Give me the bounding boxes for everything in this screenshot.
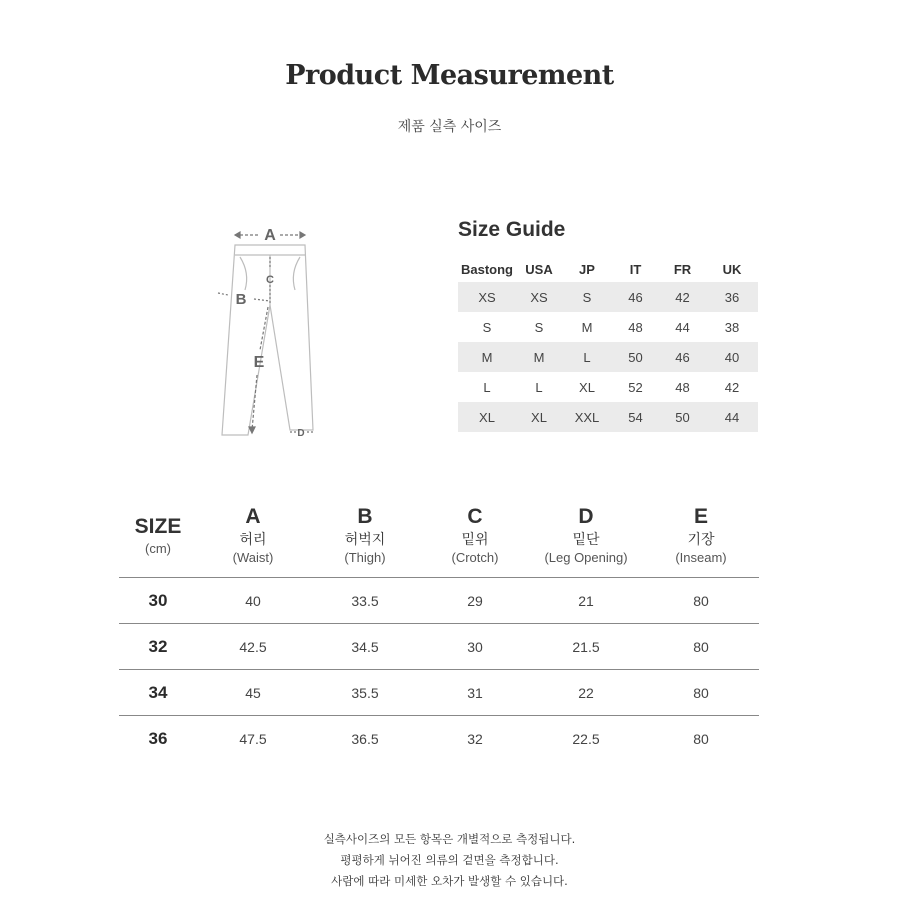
table-cell: 36 <box>706 282 758 312</box>
size-guide-header: FR <box>673 261 692 277</box>
size-guide-header: IT <box>629 261 642 277</box>
table-cell: 29 <box>421 578 529 624</box>
table-cell: L <box>562 342 612 372</box>
table-cell: 33.5 <box>309 578 421 624</box>
table-cell: L <box>483 379 491 395</box>
column-letter: C <box>467 504 483 528</box>
table-cell: 44 <box>706 402 758 432</box>
size-guide-title: Size Guide <box>458 218 566 241</box>
column-letter: E <box>693 504 708 528</box>
table-cell: S <box>534 319 544 335</box>
unit-label: (cm) <box>145 540 171 556</box>
table-row <box>119 624 759 670</box>
column-header <box>421 494 529 578</box>
measurement-header-row <box>119 494 759 578</box>
column-label-ko: 밑단 <box>572 530 600 547</box>
table-cell: 40 <box>197 578 309 624</box>
table-cell: 45 <box>197 670 309 716</box>
table-cell: 30 <box>421 624 529 670</box>
size-cell: 36 <box>119 716 197 762</box>
table-cell: 42 <box>724 379 740 395</box>
table-cell: 22.5 <box>529 716 643 762</box>
table-row <box>458 282 758 312</box>
column-label-en: (Crotch) <box>451 549 499 565</box>
table-cell: 80 <box>643 716 759 762</box>
size-header <box>119 494 197 578</box>
diagram-label-b: B <box>235 291 247 308</box>
size-cell: 32 <box>119 624 197 670</box>
table-cell: 32 <box>421 716 529 762</box>
note-line: 사람에 따라 미세한 오차가 발생할 수 있습니다. <box>331 874 568 888</box>
size-guide-header: JP <box>579 261 595 277</box>
table-cell: 46 <box>659 342 706 372</box>
diagram-label-e: E <box>253 354 265 371</box>
note-line: 평평하게 뉘어진 의류의 겉면을 측정합니다. <box>340 853 559 867</box>
table-cell: XS <box>458 282 516 312</box>
table-cell: 40 <box>706 342 758 372</box>
table-cell: S <box>562 282 612 312</box>
table-cell: S <box>482 319 492 335</box>
table-row <box>119 578 759 624</box>
table-cell: 80 <box>643 624 759 670</box>
size-guide-header: Bastong <box>461 261 513 277</box>
table-cell: 34.5 <box>309 624 421 670</box>
table-cell: XL <box>458 402 516 432</box>
column-letter: B <box>357 504 373 528</box>
table-row <box>458 342 758 372</box>
column-label-en: (Leg Opening) <box>544 549 628 565</box>
table-cell: XL <box>516 402 562 432</box>
column-label-ko: 허벅지 <box>344 530 386 547</box>
table-cell: 35.5 <box>309 670 421 716</box>
column-label-en: (Thigh) <box>344 549 386 565</box>
note-line: 실측사이즈의 모든 항목은 개별적으로 측정됩니다. <box>323 832 576 846</box>
column-letter: D <box>578 504 594 528</box>
page-title: Product Measurement <box>285 60 614 91</box>
column-label-en: (Inseam) <box>675 549 727 565</box>
table-cell: 47.5 <box>197 716 309 762</box>
column-header <box>309 494 421 578</box>
table-cell: 46 <box>612 282 659 312</box>
table-cell: 50 <box>659 402 706 432</box>
table-cell: 22 <box>529 670 643 716</box>
table-cell: 80 <box>643 670 759 716</box>
column-label-ko: 기장 <box>687 530 715 547</box>
table-cell: L <box>535 379 543 395</box>
measurement-table <box>119 494 759 761</box>
table-cell: 44 <box>675 319 690 335</box>
column-header <box>197 494 309 578</box>
table-cell: 31 <box>421 670 529 716</box>
size-cell: 30 <box>119 578 197 624</box>
size-guide-header: UK <box>722 261 742 277</box>
table-cell: XL <box>579 379 595 395</box>
pants-diagram <box>210 215 330 450</box>
table-cell: M <box>581 319 593 335</box>
diagram-label-c: C <box>266 274 274 286</box>
size-guide-header: USA <box>525 261 553 277</box>
measurement-notes <box>0 829 899 892</box>
table-cell: M <box>516 342 562 372</box>
column-letter: A <box>245 504 261 528</box>
table-cell: 48 <box>628 319 643 335</box>
size-guide-table <box>458 256 758 432</box>
table-cell: 21.5 <box>529 624 643 670</box>
diagram-label-d: D <box>297 428 305 439</box>
page-subtitle: 제품 실측 사이즈 <box>397 119 502 135</box>
size-cell: 34 <box>119 670 197 716</box>
table-cell: M <box>458 342 516 372</box>
table-cell: XXL <box>562 402 612 432</box>
table-cell: 36.5 <box>309 716 421 762</box>
table-row <box>458 372 758 402</box>
table-row <box>119 716 759 762</box>
diagram-label-a: A <box>264 227 276 244</box>
table-cell: 48 <box>675 379 690 395</box>
column-header <box>643 494 759 578</box>
table-cell: 52 <box>628 379 643 395</box>
table-cell: 50 <box>612 342 659 372</box>
table-cell: 38 <box>724 319 740 335</box>
table-cell: 21 <box>529 578 643 624</box>
column-header <box>529 494 643 578</box>
column-label-en: (Waist) <box>232 549 274 565</box>
table-cell: 42 <box>659 282 706 312</box>
table-cell: 80 <box>643 578 759 624</box>
size-guide-header-row <box>458 256 758 282</box>
size-label: SIZE <box>134 514 182 538</box>
table-cell: 54 <box>612 402 659 432</box>
table-row <box>119 670 759 716</box>
column-label-ko: 밑위 <box>461 530 489 547</box>
table-row <box>458 312 758 342</box>
column-label-ko: 허리 <box>239 530 267 547</box>
table-cell: 42.5 <box>197 624 309 670</box>
table-row <box>458 402 758 432</box>
table-cell: XS <box>516 282 562 312</box>
